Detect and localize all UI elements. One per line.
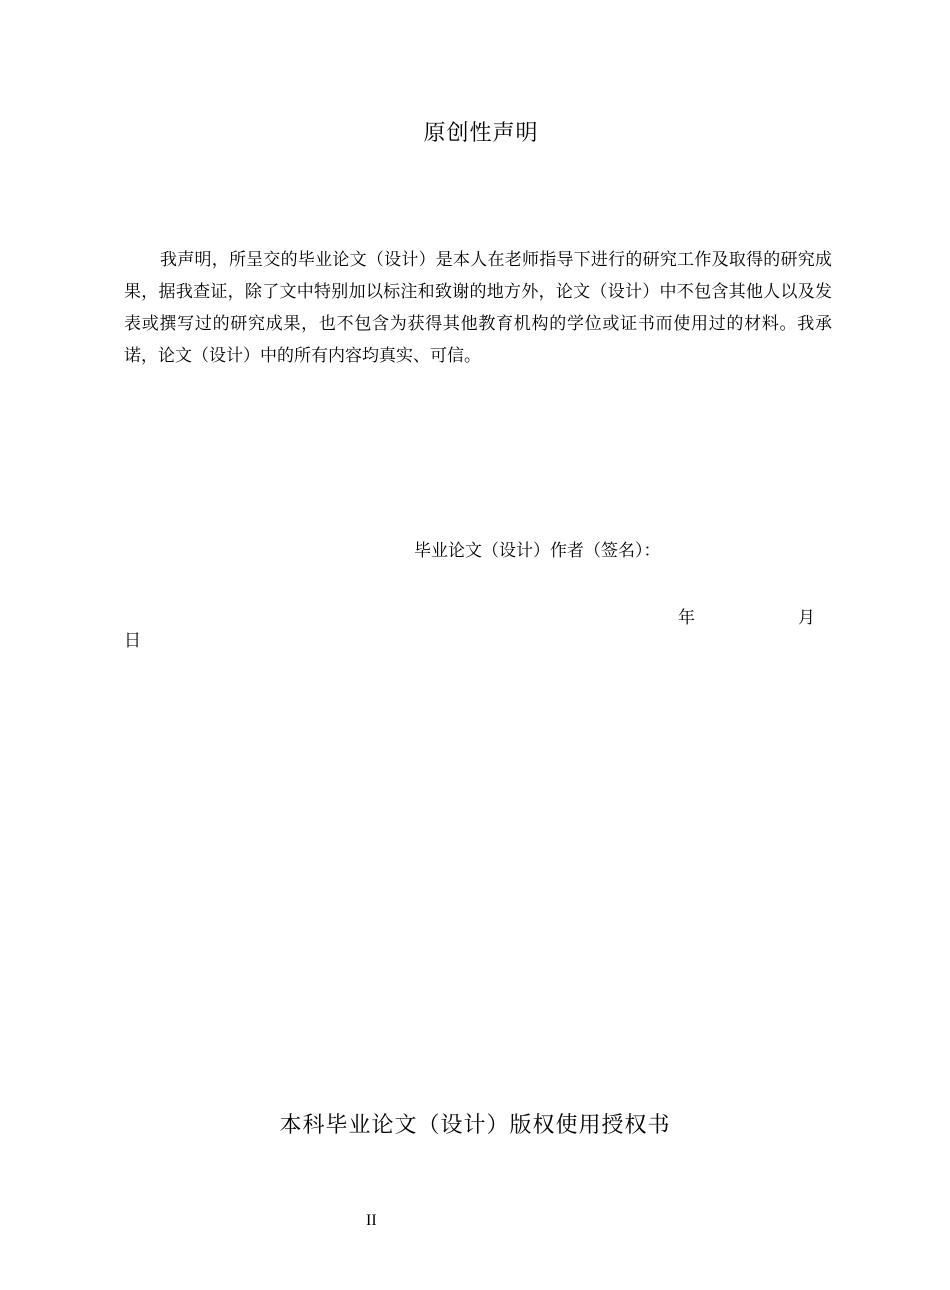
authorization-title: 本科毕业论文（设计）版权使用授权书 [279, 1113, 671, 1138]
date-day-label: 日 [124, 631, 141, 651]
signature-label: 毕业论文（设计）作者（签名）： [414, 541, 661, 561]
date-month-label: 月 [798, 608, 815, 628]
declaration-title: 原创性声明 [423, 121, 539, 146]
declaration-body: 我声明，所呈交的毕业论文（设计）是本人在老师指导下进行的研究工作及取得的研究成果，据我查证，除了文中特别加以标注和致谢的地方外，论文（设计）中不包含其他人以及发表或撰写过的研究成果，也不包含为获得其他教育机构的学位或证书而使用过的材料。我承诺，论文（设计）中的所有内容均真实、可信。 [124, 250, 832, 366]
date-year-label: 年 [678, 608, 695, 628]
page-number: II [366, 1212, 377, 1229]
